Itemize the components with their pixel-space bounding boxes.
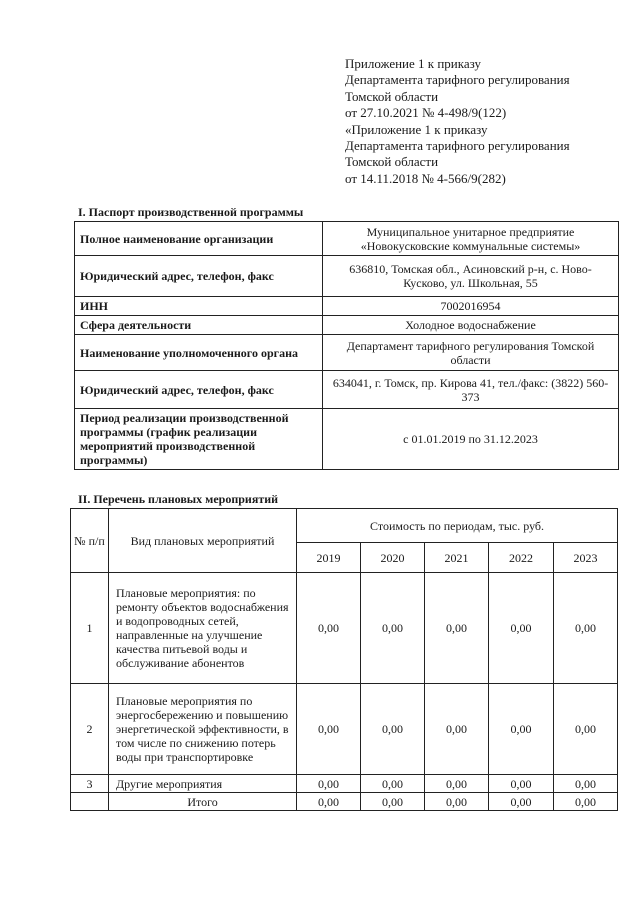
cost-cell: 0,00 [297,684,361,775]
passport-label: Сфера деятельности [75,316,323,335]
passport-value: с 01.01.2019 по 31.12.2023 [323,409,619,470]
passport-table [74,221,619,470]
col-cost-header: Стоимость по периодам, тыс. руб. [297,509,618,543]
passport-label: Юридический адрес, телефон, факс [75,256,323,297]
cost-cell: 0,00 [361,684,425,775]
table-row [75,297,619,316]
row-name: Плановые мероприятия: по ремонту объектов водоснабжения и водопроводных сетей, направленные на улучшение качества питьевой воды и обслуживание абонентов [109,573,297,684]
table-row [75,409,619,470]
col-name-header: Вид плановых мероприятий [109,509,297,573]
cost-cell: 0,00 [489,573,554,684]
passport-label: Юридический адрес, телефон, факс [75,371,323,409]
header-line: «Приложение 1 к приказу [345,121,488,137]
header-line: Томской области [345,88,439,104]
passport-label: Наименование уполномоченного органа [75,335,323,371]
passport-value: 636810, Томская обл., Асиновский р-н, с. Ново-Кусково, ул. Школьная, 55 [323,256,619,297]
cost-cell: 0,00 [554,684,618,775]
year-header: 2020 [361,543,425,573]
passport-value: 7002016954 [323,297,619,316]
table-row [75,222,619,256]
total-cell: 0,00 [489,793,554,811]
table-row [75,256,619,297]
row-num: 1 [71,573,109,684]
cost-cell: 0,00 [361,573,425,684]
year-header: 2021 [425,543,489,573]
header-line: от 27.10.2021 № 4-498/9(122) [345,105,507,121]
total-label: Итого [109,793,297,811]
cost-cell: 0,00 [297,573,361,684]
header-line: Департамента тарифного регулирования [345,72,570,88]
passport-value: Холодное водоснабжение [323,316,619,335]
table-row [71,775,618,793]
cost-cell: 0,00 [554,775,618,793]
header-line: Томской области [345,154,439,170]
cost-cell: 0,00 [489,684,554,775]
total-cell: 0,00 [554,793,618,811]
cost-cell: 0,00 [425,684,489,775]
year-header: 2019 [297,543,361,573]
order-header [345,56,630,187]
cost-cell: 0,00 [554,573,618,684]
plan-table [70,508,618,811]
year-header: 2022 [489,543,554,573]
table-row [71,573,618,684]
header-line: от 14.11.2018 № 4-566/9(282) [345,170,506,186]
passport-label: Полное наименование организации [75,222,323,256]
passport-value: Департамент тарифного регулирования Томской области [323,335,619,371]
header-line: Департамента тарифного регулирования [345,138,570,154]
passport-title: I. Паспорт производственной программы [78,205,304,219]
col-num-header: № п/п [71,509,109,573]
row-name: Плановые мероприятия по энергосбережению и повышению энергетической эффективности, в том числе по снижению потерь воды при транспортировке [109,684,297,775]
total-num [71,793,109,811]
cost-cell: 0,00 [361,775,425,793]
cost-cell: 0,00 [489,775,554,793]
total-cell: 0,00 [361,793,425,811]
passport-value: 634041, г. Томск, пр. Кирова 41, тел./факс: (3822) 560-373 [323,371,619,409]
passport-value: Муниципальное унитарное предприятие «Новокусковские коммунальные системы» [323,222,619,256]
plan-title: II. Перечень плановых мероприятий [78,492,279,506]
total-cell: 0,00 [425,793,489,811]
passport-label: ИНН [75,297,323,316]
cost-cell: 0,00 [425,775,489,793]
cost-cell: 0,00 [297,775,361,793]
passport-label: Период реализации производственной программы (график реализации мероприятий производственной программы) [75,409,323,470]
table-row [75,335,619,371]
header-line: Приложение 1 к приказу [345,56,482,71]
row-num: 2 [71,684,109,775]
table-header-row [71,509,618,543]
table-row [75,316,619,335]
row-num: 3 [71,775,109,793]
year-header: 2023 [554,543,618,573]
total-row [71,793,618,811]
cost-cell: 0,00 [425,573,489,684]
table-row [75,371,619,409]
row-name: Другие мероприятия [109,775,297,793]
total-cell: 0,00 [297,793,361,811]
table-row [71,684,618,775]
